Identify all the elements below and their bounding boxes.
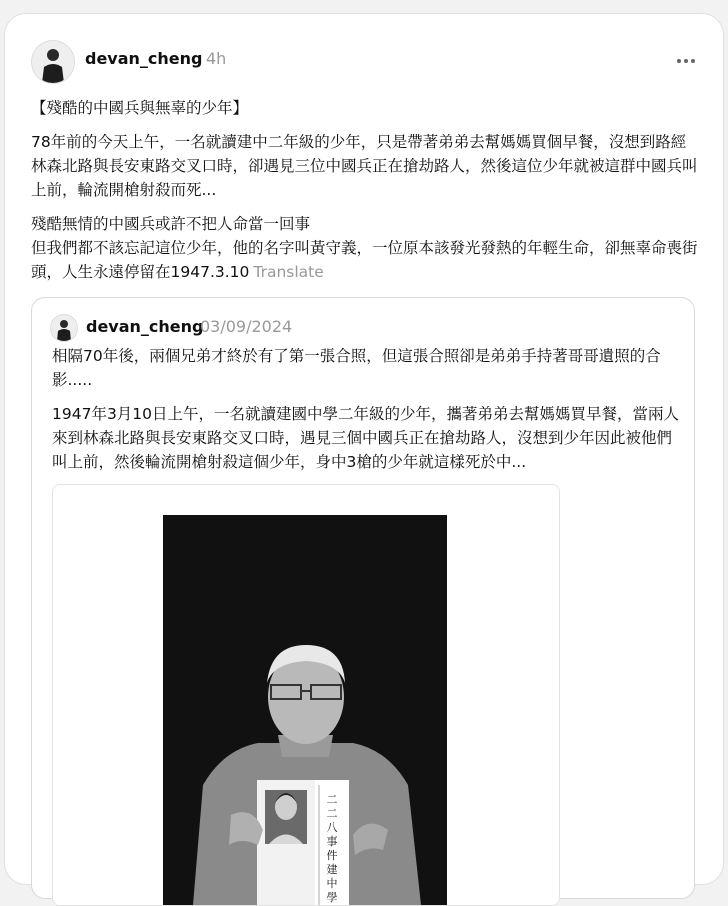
- quoted-post-header: [50, 314, 650, 342]
- author-avatar[interactable]: [31, 40, 75, 84]
- svg-text:八: 八: [326, 821, 338, 834]
- post-title: 【殘酷的中國兵與無辜的少年】: [31, 99, 249, 117]
- post-paragraph-2-line-1: 殘酷無情的中國兵或許不把人命當一回事: [31, 215, 311, 233]
- post-card: [4, 13, 724, 904]
- svg-text:件: 件: [326, 849, 338, 862]
- post-paragraph-2-line-2: 但我們都不該忘記這位少年，他的名字叫黃守義，一位原本該發光發熱的年輕生命，卻無辜命喪街頭，人生永遠停留在1947.3.10: [31, 239, 698, 281]
- quoted-author-username[interactable]: devan_cheng: [86, 317, 204, 336]
- svg-text:二: 二: [326, 807, 338, 820]
- quoted-paragraph-2: 1947年3月10日上午，一名就讀建國中學二年級的少年，攜著弟弟去幫媽媽買早餐，當兩人來到林森北路與長安東路交叉口時，遇見三個中國兵正在搶劫路人，沒想到少年因此被他們叫上前，然後輪流開槍射殺這個少年，身中3槍的少年就這樣死於中...: [52, 405, 680, 471]
- quoted-paragraph-1: 相隔70年後，兩個兄弟才終於有了第一張合照，但這張合照卻是弟弟手持著哥哥遺照的合影.....: [52, 347, 661, 389]
- post-timestamp[interactable]: 4h: [206, 49, 227, 68]
- svg-text:事: 事: [326, 835, 338, 848]
- translate-link[interactable]: Translate: [253, 263, 324, 281]
- avatar-photo: [51, 315, 77, 341]
- svg-text:中: 中: [326, 877, 338, 890]
- avatar-photo: [32, 41, 74, 83]
- quoted-post-photo[interactable]: [52, 484, 560, 906]
- post-header: [31, 40, 701, 80]
- more-options-icon[interactable]: [671, 46, 701, 76]
- quoted-author-avatar[interactable]: [50, 314, 78, 342]
- svg-text:二: 二: [326, 793, 338, 806]
- quoted-post-date[interactable]: 03/09/2024: [200, 317, 293, 336]
- quoted-post[interactable]: [31, 297, 695, 904]
- photo-image: [53, 485, 559, 905]
- post-paragraph-1: 78年前的今天上午，一名就讀建中二年級的少年，只是帶著弟弟去幫媽媽買個早餐，沒想到路經林森北路與長安東路交叉口時，卻遇見三位中國兵正在搶劫路人，然後這位少年就被這群中國兵叫上前，輪流開槍射殺而死...: [31, 133, 698, 199]
- post-paragraph-2: [31, 212, 699, 284]
- svg-text:建: 建: [326, 863, 338, 876]
- svg-text:學: 學: [326, 891, 338, 904]
- author-username[interactable]: devan_cheng: [85, 49, 203, 68]
